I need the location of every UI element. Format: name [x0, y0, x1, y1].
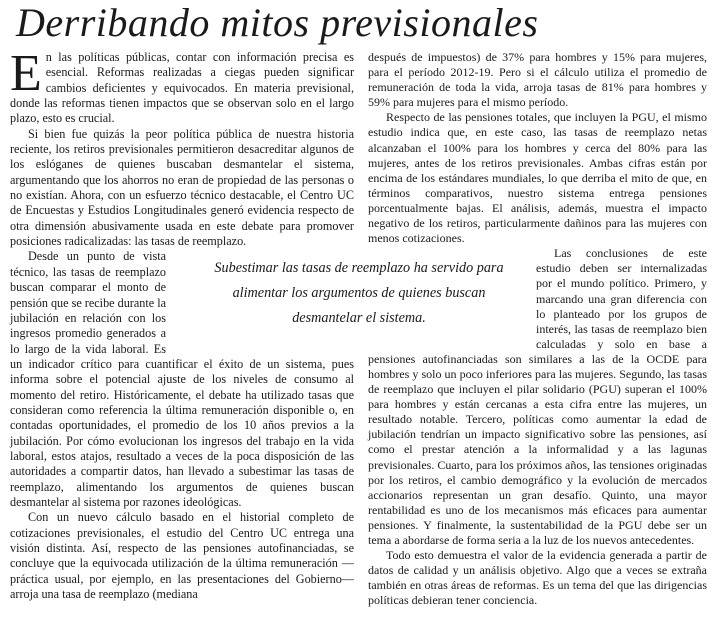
paragraph-8: Todo esto demuestra el valor de la evidencia generada a partir de datos de calidad y un análisis objetivo. Algo que a veces se extraña también en otras áreas de reformas. Es un tema del que las dirigencias políticas debieran tener conciencia. — [368, 548, 707, 608]
drop-cap: E — [10, 45, 42, 102]
paragraph-5: después de impuestos) de 37% para hombres y 15% para mujeres, para el período 2012-19. Pero si el cálculo utiliza el promedio de remuneración de toda la vida, arroja tasas de 81% para hombres y 59% para mujeres para el mismo período. — [368, 50, 707, 110]
paragraph-1-text: n las políticas públicas, contar con información precisa es esencial. Reformas realizadas a ciegas pueden significar cambios deficientes y equivocados. En materia previsional, donde las reformas tienen impactos que se observan solo en el largo plazo, esto es crucial. — [10, 50, 354, 126]
paragraph-3-text: Desde un punto de vista técnico, las tasas de reemplazo buscan comparar el monto de pensión que se recibe durante la jubilación en relación con los ingresos promedio generados a lo largo de la vida laboral. Es un indicador crítico para cuantificar el éxito de un sistema, pues informa sobre el potencial ajuste de los niveles de consumo al momento del retiro. Históricamente, el debate ha utilizado tasas que consideran como referencia la última remuneración disponible o, en contadas oportunidades, el promedio de los 10 años previos a la jubilación. Por cómo evolucionan los ingresos del trabajo en la vida laboral, estos atajos, resultado a veces de la poca disposición de las autoridades a compartir datos, han llevado a subestimar las tasas de reemplazo, alimentando los argumentos de quienes buscan desmantelar al sistema por razones ideológicas. — [10, 249, 354, 509]
headline: Derribando mitos previsionales — [16, 0, 539, 45]
paragraph-1 — [10, 45, 354, 127]
paragraph-7-text: Las conclusiones de este estudio deben ser internalizadas por el mundo político. Primero, y marcando una gran diferencia con lo planteado por los grupos de interés, las tasas de reemplazo bien calculadas y solo en base a pensiones autofinanciadas son similares a las de la OCDE para hombres y solo un poco inferiores para las mujeres. Segundo, las tasas de reemplazo que incluyen el pilar solidario (PGU) superan el 100% para hombres y están cercanas a esta cifra entre las mujeres, un resultado notable. Tercero, políticas como aumentar la edad de jubilación tendrían un impacto significativo sobre las pensiones, así como el prestar atención a la informalidad y a las lagunas previsionales. Cuarto, para los próximos años, las tensiones originadas por los retiros, el cambio demográfico y la evolución de mercados accionarios representan un gran desafío. Quinto, una mayor rentabilidad es uno de los mecanismos más eficaces para aumentar pensiones. Y finalmente, la sustentabilidad de la PGU debe ser un tema a abordarse de forma seria a la luz de los nuevos antecedentes. — [368, 246, 707, 547]
paragraph-2: Si bien fue quizás la peor política pública de nuestra historia reciente, los retiros previsionales permitieron desacreditar algunos de los eslóganes de quienes buscaban desmantelar el sistema, argumentando que los ahorros no eran de propiedad de las personas o no existían. Ahora, con un esfuerzo técnico destacable, el Centro UC de Encuestas y Estudios Longitudinales generó evidencia respecto de otra dimensión abusivamente usada en este debate para promover posiciones radicalizadas: las tasas de reemplazo. — [10, 126, 354, 249]
pull-quote: Subestimar las tasas de reemplazo ha servido para alimentar los argumentos de quienes buscan desmantelar el sistema. — [214, 254, 504, 333]
paragraph-4: Con un nuevo cálculo basado en el historial completo de cotizaciones previsionales, el estudio del Centro UC entrega una visión distinta. Así, respecto de las pensiones autofinanciadas, se concluye que la equivocada utilización de la última remuneración —práctica usual, por ejemplo, en las presentaciones del Gobierno— arroja una tasa de reemplazo (mediana — [10, 510, 354, 602]
paragraph-6: Respecto de las pensiones totales, que incluyen la PGU, el mismo estudio indica que, en este caso, las tasas de reemplazo netas alcanzaban el 100% para los hombres y cerca del 80% para las mujeres, antes de los retiros previsionales. Ambas cifras están por encima de los estándares mundiales, lo que derriba el mito de que, en términos comparativos, nuestro sistema entrega pensiones porcentualmente bajas. El análisis, además, muestra el impacto negativo de los retiros, particularmente dañinos para las mujeres con menos cotizaciones. — [368, 110, 707, 246]
